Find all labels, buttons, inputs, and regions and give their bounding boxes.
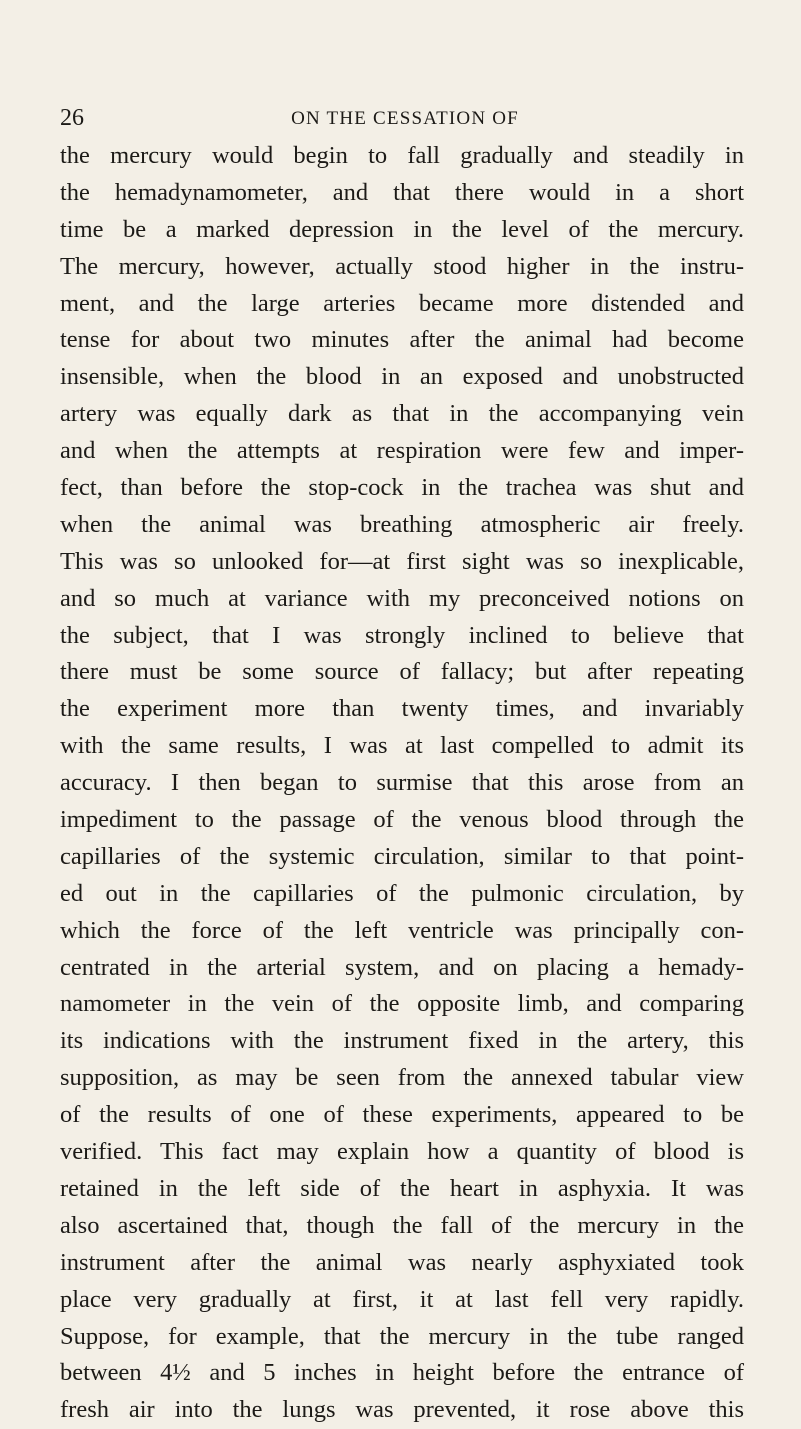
text-line: the subject, that I was strongly inclined to believe that — [60, 621, 744, 649]
text-line: its indications with the instrument fixed in the artery, this — [60, 1027, 744, 1055]
text-line: ment, and the large arteries became more distended and — [60, 289, 744, 317]
text-line: when the animal was breathing atmospheric air freely. — [60, 510, 744, 538]
text-line: instrument after the animal was nearly asphyxiated took — [60, 1248, 744, 1276]
text-line: retained in the left side of the heart in asphyxia. It was — [60, 1174, 744, 1202]
text-line: tense for about two minutes after the animal had become — [60, 326, 744, 354]
text-line: of the results of one of these experiments, appeared to be — [60, 1101, 744, 1129]
text-line: time be a marked depression in the level of the mercury. — [60, 215, 744, 243]
text-line: namometer in the vein of the opposite limb, and comparing — [60, 990, 744, 1018]
text-line: fresh air into the lungs was prevented, it rose above this — [60, 1396, 744, 1424]
text-line: supposition, as may be seen from the annexed tabular view — [60, 1064, 744, 1092]
text-line: fect, than before the stop-cock in the trachea was shut and — [60, 474, 744, 502]
text-line: and when the attempts at respiration were few and imper- — [60, 437, 744, 465]
page-number: 26 — [60, 105, 84, 131]
running-title: ON THE CESSATION OF — [291, 108, 519, 129]
text-line: impediment to the passage of the venous blood through the — [60, 806, 744, 834]
text-line: the experiment more than twenty times, and invariably — [60, 695, 744, 723]
body-paragraph — [60, 138, 744, 1429]
text-line: the mercury would begin to fall gradually and steadily in — [60, 142, 744, 169]
text-line: centrated in the arterial system, and on placing a hemady- — [60, 953, 744, 981]
text-line: insensible, when the blood in an exposed and unobstructed — [60, 363, 744, 391]
page-header — [60, 103, 750, 133]
text-line: This was so unlooked for—at first sight was so inexplicable, — [60, 547, 744, 575]
text-line: verified. This fact may explain how a quantity of blood is — [60, 1138, 744, 1166]
text-line: artery was equally dark as that in the accompanying vein — [60, 400, 744, 428]
text-line: ed out in the capillaries of the pulmonic circulation, by — [60, 879, 744, 907]
text-line: Suppose, for example, that the mercury in the tube ranged — [60, 1322, 744, 1350]
text-line: with the same results, I was at last compelled to admit its — [60, 732, 744, 760]
text-line: the hemadynamometer, and that there would in a short — [60, 178, 744, 206]
text-line: accuracy. I then began to surmise that this arose from an — [60, 769, 744, 797]
text-line: which the force of the left ventricle was principally con- — [60, 916, 744, 944]
text-line: and so much at variance with my preconceived notions on — [60, 584, 744, 612]
text-line: The mercury, however, actually stood higher in the instru- — [60, 252, 744, 280]
text-line: capillaries of the systemic circulation, similar to that point- — [60, 842, 744, 870]
text-line: there must be some source of fallacy; but after repeating — [60, 658, 744, 686]
text-line: between 4½ and 5 inches in height before the entrance of — [60, 1359, 744, 1387]
text-line: also ascertained that, though the fall of the mercury in the — [60, 1211, 744, 1239]
text-line: place very gradually at first, it at last fell very rapidly. — [60, 1285, 744, 1313]
